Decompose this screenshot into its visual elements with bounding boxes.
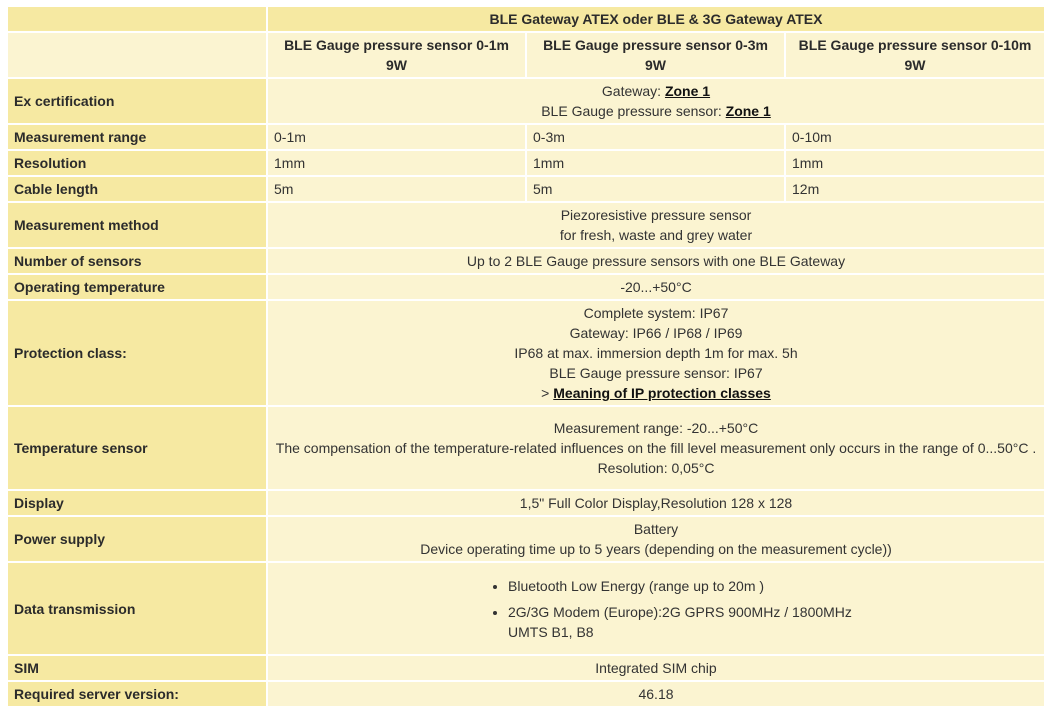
column-header-0-10m (785, 32, 1045, 78)
row-display (7, 490, 1045, 516)
column-power: 9W (645, 57, 666, 73)
row-label: Required server version: (7, 681, 267, 707)
column-header-0-1m (267, 32, 526, 78)
header-row-title (7, 6, 1045, 32)
row-data-transmission (7, 562, 1045, 655)
resolution-value-1: 1mm (267, 150, 526, 176)
row-server-version (7, 681, 1045, 707)
row-operating-temperature (7, 274, 1045, 300)
row-ex-certification (7, 78, 1045, 124)
sim-value: Integrated SIM chip (267, 655, 1045, 681)
protection-value (267, 300, 1045, 406)
column-name: BLE Gauge pressure sensor 0-10m (798, 37, 1032, 53)
data-transmission-list (484, 576, 884, 642)
method-value (267, 202, 1045, 248)
list-item-line: UMTS B1, B8 (508, 623, 594, 640)
sensor-prefix: BLE Gauge pressure sensor: (541, 103, 726, 119)
tempsensor-line: The compensation of the temperature-related influences on the fill level measurement only occurs in the range of 0...50°C . (275, 440, 1037, 456)
row-label: Operating temperature (7, 274, 267, 300)
column-name: BLE Gauge pressure sensor 0-1m (284, 37, 509, 53)
row-label: Number of sensors (7, 248, 267, 274)
column-power: 9W (386, 57, 407, 73)
method-line: for fresh, waste and grey water (559, 227, 753, 243)
list-item-line: 2G/3G Modem (Europe):2G GPRS 900MHz / 1800MHz (508, 603, 852, 620)
row-label: Temperature sensor (7, 406, 267, 490)
column-header-0-3m (526, 32, 785, 78)
row-number-of-sensors (7, 248, 1045, 274)
tempsensor-value (267, 406, 1045, 490)
row-label: Protection class: (7, 300, 267, 406)
range-value-3: 0-10m (785, 124, 1045, 150)
row-label: SIM (7, 655, 267, 681)
list-item: • Bluetooth Low Energy (range up to 20m ) (508, 576, 884, 596)
row-label: Ex certification (7, 78, 267, 124)
row-cable-length (7, 176, 1045, 202)
header-row-columns (7, 32, 1045, 78)
column-power: 9W (904, 57, 926, 73)
data-transmission-list-wrap (484, 576, 884, 642)
cable-value-2: 5m (526, 176, 785, 202)
range-value-1: 0-1m (267, 124, 526, 150)
row-label: Measurement method (7, 202, 267, 248)
row-label: Power supply (7, 516, 267, 562)
power-line: Battery (633, 521, 679, 537)
list-item (508, 602, 884, 642)
method-line: Piezoresistive pressure sensor (560, 207, 752, 223)
row-power-supply (7, 516, 1045, 562)
row-resolution (7, 150, 1045, 176)
protection-line: Gateway: IP66 / IP68 / IP69 (569, 325, 743, 341)
row-sim (7, 655, 1045, 681)
server-version-value: 46.18 (267, 681, 1045, 707)
row-protection-class (7, 300, 1045, 406)
row-temperature-sensor (7, 406, 1045, 490)
resolution-value-3: 1mm (785, 150, 1045, 176)
ex-certification-value (267, 78, 1045, 124)
link-prefix: > (541, 385, 554, 401)
row-label: Resolution (7, 150, 267, 176)
ip-classes-link[interactable]: Meaning of IP protection classes (553, 385, 771, 401)
display-value: 1,5" Full Color Display,Resolution 128 x 128 (267, 490, 1045, 516)
tempsensor-line: Resolution: 0,05°C (597, 460, 715, 476)
sensors-value: Up to 2 BLE Gauge pressure sensors with one BLE Gateway (267, 248, 1045, 274)
gateway-prefix: Gateway: (601, 83, 665, 99)
resolution-value-2: 1mm (526, 150, 785, 176)
power-line: Device operating time up to 5 years (depending on the measurement cycle)) (420, 541, 892, 557)
gateway-zone-link[interactable]: Zone 1 (664, 83, 711, 99)
row-label: Display (7, 490, 267, 516)
column-name: BLE Gauge pressure sensor 0-3m (543, 37, 768, 53)
spec-table (6, 5, 1046, 708)
power-value (267, 516, 1045, 562)
row-label: Data transmission (7, 562, 267, 655)
header-corner-2 (7, 32, 267, 78)
header-corner (7, 6, 267, 32)
protection-line: Complete system: IP67 (583, 305, 729, 321)
protection-line: BLE Gauge pressure sensor: IP67 (549, 365, 763, 381)
tempsensor-line: Measurement range: -20...+50°C (553, 420, 759, 436)
row-measurement-range (7, 124, 1045, 150)
cable-value-3: 12m (785, 176, 1045, 202)
range-value-2: 0-3m (526, 124, 785, 150)
row-label: Cable length (7, 176, 267, 202)
optemp-value: -20...+50°C (267, 274, 1045, 300)
table-title: BLE Gateway ATEX oder BLE & 3G Gateway ATEX (267, 6, 1045, 32)
protection-line: IP68 at max. immersion depth 1m for max. 5h (514, 345, 798, 361)
cable-value-1: 5m (267, 176, 526, 202)
row-label: Measurement range (7, 124, 267, 150)
data-transmission-value (267, 562, 1045, 655)
row-measurement-method (7, 202, 1045, 248)
sensor-zone-link[interactable]: Zone 1 (725, 103, 771, 119)
